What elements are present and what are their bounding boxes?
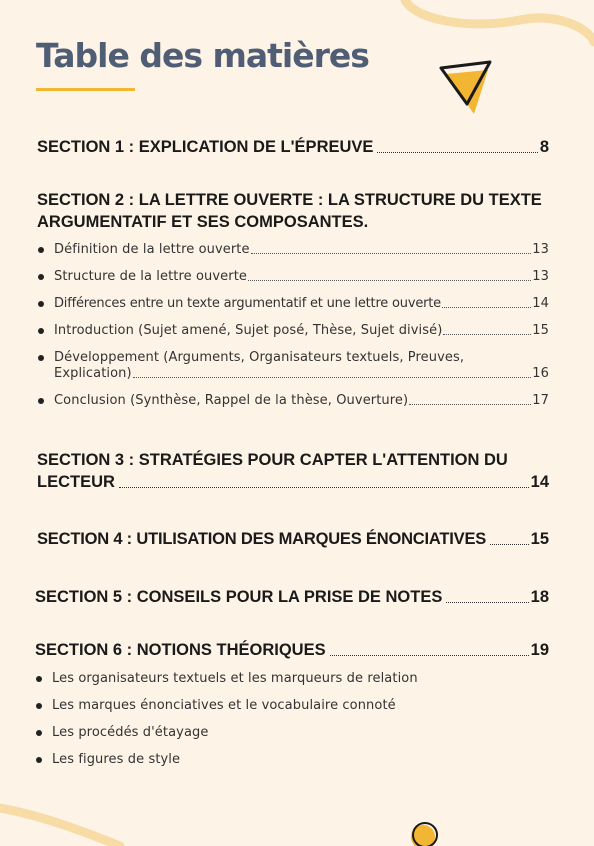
list-item[interactable] <box>37 269 549 285</box>
dot-leader <box>409 404 531 405</box>
bullet-icon <box>38 274 44 280</box>
section-heading <box>37 189 549 233</box>
page-number: 8 <box>539 138 549 156</box>
item-label: Différences entre un texte argumentatif et une lettre ouverte <box>54 296 441 311</box>
section-2-items <box>37 242 549 409</box>
dot-leader <box>443 334 531 335</box>
dot-leader <box>251 253 532 254</box>
dot-leader <box>442 307 531 308</box>
bullet-icon <box>38 301 44 307</box>
list-item[interactable] <box>37 296 549 312</box>
page-number: 16 <box>532 366 549 381</box>
dot-leader <box>490 544 529 545</box>
section-label: SECTION 5 : CONSEILS POUR LA PRISE DE NOTES <box>35 588 443 606</box>
list-item[interactable] <box>37 393 549 409</box>
item-label: Introduction (Sujet amené, Sujet posé, Thèse, Sujet divisé) <box>54 323 443 338</box>
section-label: SECTION 2 : LA LETTRE OUVERTE : LA STRUCTURE DU TEXTE ARGUMENTATIF ET SES COMPOSANTES. <box>37 191 542 231</box>
toc-section-1[interactable] <box>37 136 549 158</box>
decorative-wave-bottom-left <box>0 808 120 846</box>
list-item[interactable] <box>35 752 549 768</box>
page-number: 13 <box>532 242 549 257</box>
section-heading <box>37 528 549 550</box>
page-number: 17 <box>532 393 549 408</box>
item-label-line-2: Explication) <box>54 366 132 381</box>
bullet-icon <box>36 730 42 736</box>
page-number: 15 <box>530 530 549 548</box>
decorative-wave-top-right <box>405 0 594 42</box>
section-label: SECTION 1 : EXPLICATION DE L'ÉPREUVE <box>37 138 374 156</box>
section-heading <box>37 136 549 158</box>
bullet-icon <box>38 355 44 361</box>
section-heading-line-1 <box>37 449 549 471</box>
dot-leader <box>133 377 532 378</box>
list-item[interactable] <box>37 242 549 258</box>
bullet-icon <box>36 757 42 763</box>
page-number: 14 <box>530 473 549 491</box>
page-number: 19 <box>530 641 549 659</box>
title-underline <box>36 88 135 91</box>
section-label: SECTION 6 : NOTIONS THÉORIQUES <box>35 641 326 659</box>
section-label-line-1: SECTION 3 : STRATÉGIES POUR CAPTER L'ATTENTION DU <box>37 451 508 469</box>
dot-leader <box>248 280 531 281</box>
section-label-line-2: LECTEUR <box>37 473 115 491</box>
section-heading <box>35 586 549 608</box>
page-number: 14 <box>532 296 549 311</box>
item-label: Les marques énonciatives et le vocabulaire connoté <box>52 698 396 713</box>
circle-decoration <box>411 823 437 846</box>
item-label: Structure de la lettre ouverte <box>54 269 248 284</box>
bullet-icon <box>38 328 44 334</box>
toc-section-2[interactable] <box>37 189 549 409</box>
list-item[interactable] <box>37 350 549 382</box>
dot-leader <box>446 602 528 603</box>
item-label: Les procédés d'étayage <box>52 725 209 740</box>
bullet-icon <box>36 676 42 682</box>
toc-section-5[interactable] <box>35 586 549 608</box>
dot-leader <box>330 655 529 656</box>
item-label: Conclusion (Synthèse, Rappel de la thèse, Ouverture) <box>54 393 409 408</box>
dot-leader <box>119 487 529 488</box>
section-label: SECTION 4 : UTILISATION DES MARQUES ÉNONCIATIVES <box>37 530 487 548</box>
item-label-line-1: Développement (Arguments, Organisateurs textuels, Preuves, <box>54 350 465 365</box>
page-number: 13 <box>532 269 549 284</box>
list-item[interactable] <box>35 725 549 741</box>
toc-section-3[interactable] <box>37 449 549 493</box>
bullet-icon <box>38 398 44 404</box>
section-heading-line-2 <box>37 471 549 493</box>
item-label: Définition de la lettre ouverte <box>54 242 250 257</box>
bullet-icon <box>38 247 44 253</box>
dot-leader <box>377 152 537 153</box>
toc-section-4[interactable] <box>37 528 549 550</box>
toc-section-6[interactable] <box>35 639 549 768</box>
page-title: Table des matières <box>36 36 369 75</box>
list-item[interactable] <box>37 323 549 339</box>
item-label: Les figures de style <box>52 752 181 767</box>
triangle-decoration <box>441 62 490 114</box>
section-heading <box>35 639 549 661</box>
section-6-items <box>35 671 549 768</box>
list-item[interactable] <box>35 671 549 687</box>
item-label: Les organisateurs textuels et les marqueurs de relation <box>52 671 418 686</box>
bullet-icon <box>36 703 42 709</box>
page-number: 18 <box>530 588 549 606</box>
page-number: 15 <box>532 323 549 338</box>
list-item[interactable] <box>35 698 549 714</box>
